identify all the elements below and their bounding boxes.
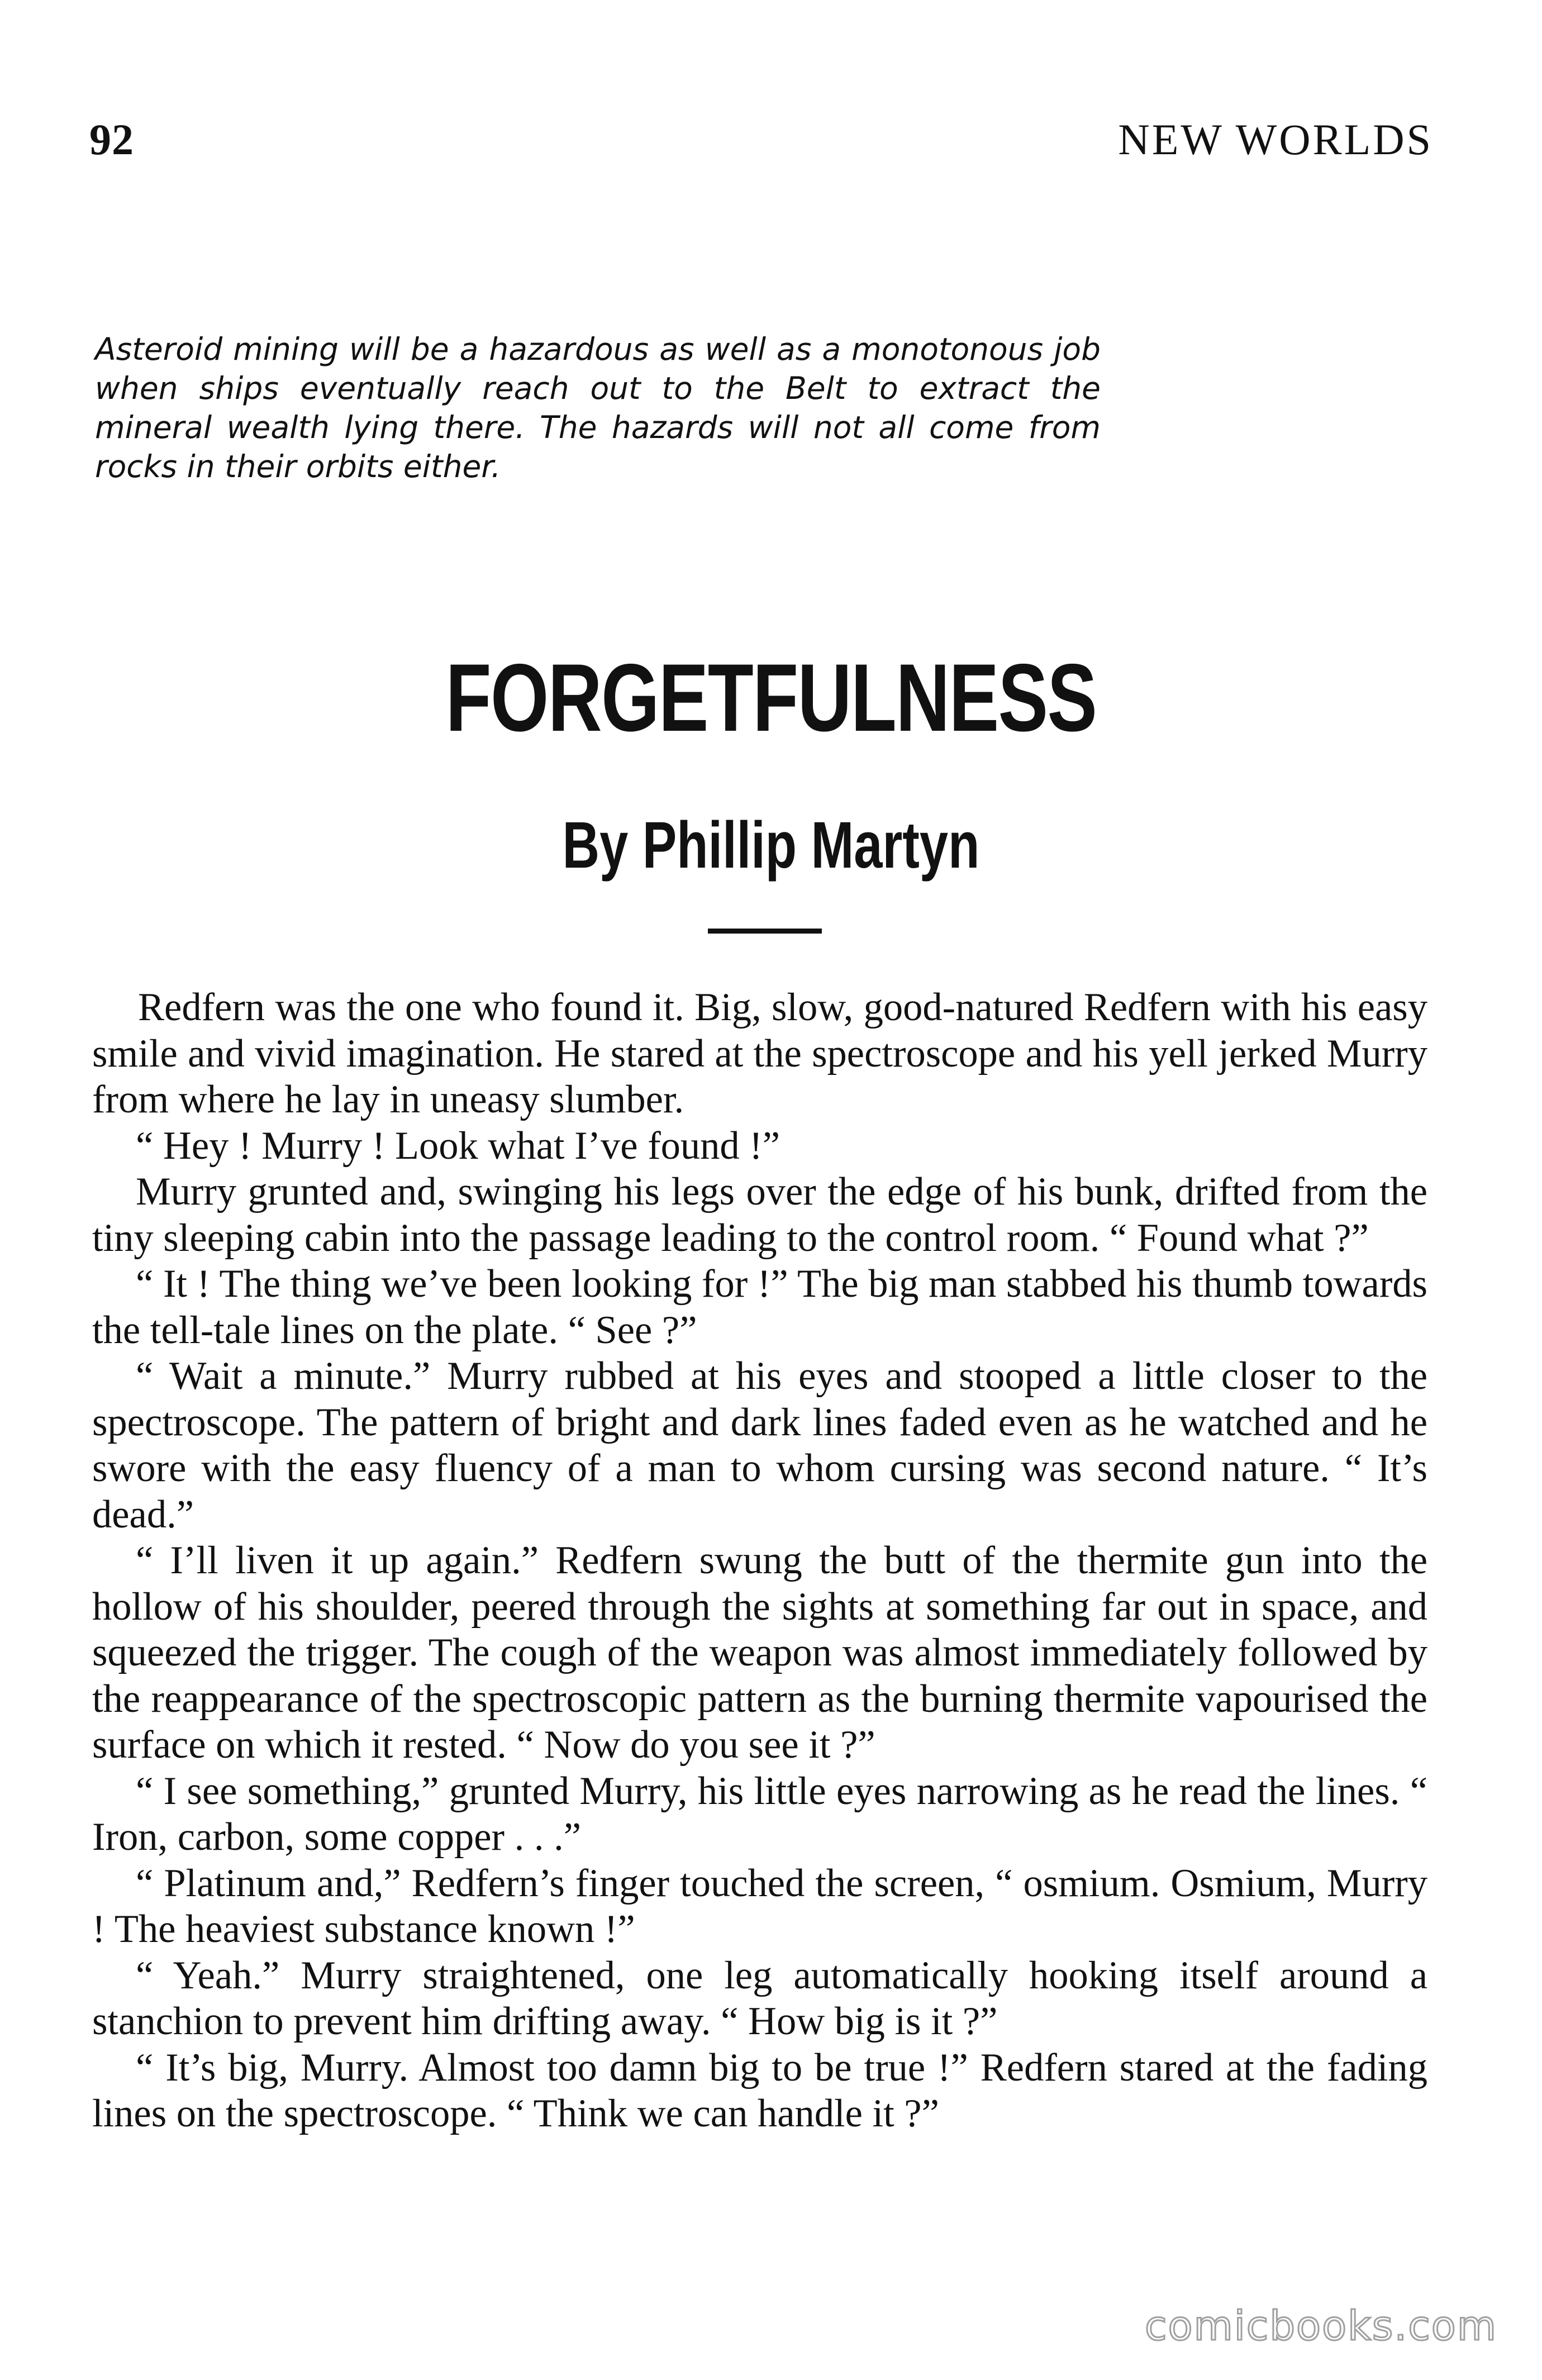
running-head: NEW WORLDS <box>1118 115 1433 164</box>
paragraph: “ Hey ! Murry ! Look what I’ve found !” <box>136 1124 780 1168</box>
title-rule <box>708 929 822 934</box>
paragraph: “ Yeah.” Murry straightened, one leg automatically hooking itself around a stanchion to prevent him drifting away. “ How big is it ?” <box>92 1953 1427 2043</box>
story-body <box>92 984 1427 2137</box>
paragraph: “ Platinum and,” Redfern’s finger touched the screen, “ osmium. Osmium, Murry ! The heaviest substance known !” <box>92 1861 1427 1951</box>
watermark-logo: comicbooks.com <box>1144 2302 1497 2349</box>
story-title: FORGETFULNESS <box>445 644 1097 751</box>
paragraph: Murry grunted and, swinging his legs over the edge of his bunk, drifted from the tiny sleeping cabin into the passage leading to the control room. “ Found what ?” <box>92 1170 1427 1260</box>
paragraph: “ Wait a minute.” Murry rubbed at his eyes and stooped a little closer to the spectroscope. The pattern of bright and dark lines faded even as he watched and he swore with the easy fluency of a man to whom cursing was second nature. “ It’s dead.” <box>92 1354 1427 1536</box>
page-number: 92 <box>89 115 134 164</box>
paragraph: “ I’ll liven it up again.” Redfern swung the butt of the thermite gun into the hollow of his shoulder, peered through the sights at something far out in space, and squeezed the trigger. The cough of the weapon was almost immediately followed by the reappearance of the spectroscopic pattern as the burning thermite vapourised the surface on which it rested. “ Now do you see it ?” <box>92 1539 1427 1767</box>
paragraph: “ It ! The thing we’ve been looking for !” The big man stabbed his thumb towards the tell-tale lines on the plate. “ See ?” <box>92 1262 1427 1352</box>
story-byline: By Phillip Martyn <box>562 808 980 882</box>
paragraph: Redfern was the one who found it. Big, slow, good-natured Redfern with his easy smile and vivid imagination. He stared at the spectroscope and his yell jerked Murry from where he lay in uneasy slumber. <box>92 986 1427 1121</box>
paragraph: “ I see something,” grunted Murry, his little eyes narrowing as he read the lines. “ Iron, carbon, some copper . . .” <box>92 1769 1427 1859</box>
story-blurb: Asteroid mining will be a hazardous as well as a monotonous job when ships eventually reach out to the Belt to extract the mineral wealth lying there. The hazards will not all come from rocks in their orbits either. <box>95 331 1101 484</box>
paragraph: “ It’s big, Murry. Almost too damn big to be true !” Redfern stared at the fading lines on the spectroscope. “ Think we can handle it ?” <box>92 2045 1427 2135</box>
